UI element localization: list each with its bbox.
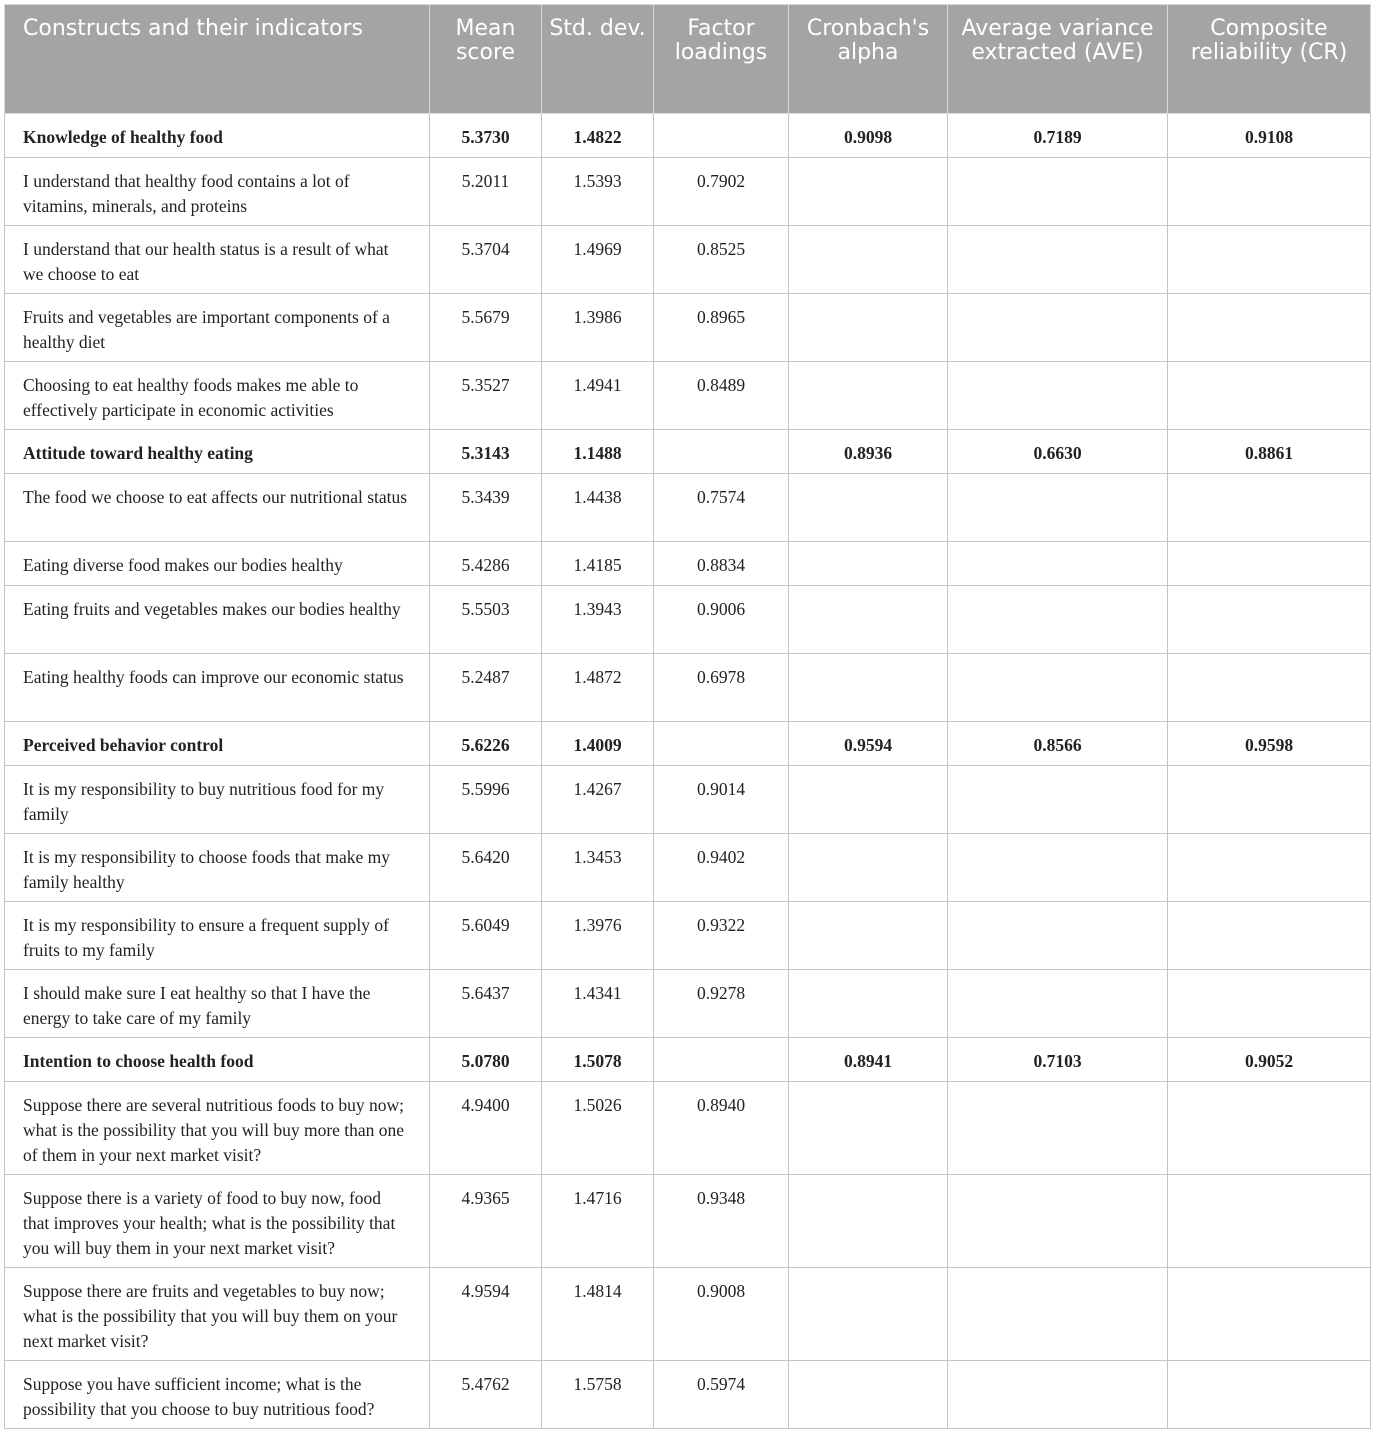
header-constructs: Constructs and their indicators [5,5,430,114]
sd-value: 1.4009 [542,722,654,766]
indicator-row [5,970,1371,1038]
indicator-row [5,294,1371,362]
loading-value: 0.8940 [654,1082,789,1175]
sd-value: 1.4941 [542,362,654,430]
sd-value: 1.4822 [542,114,654,158]
indicator-label: Eating fruits and vegetables makes our bodies healthy [5,586,430,654]
indicator-row [5,474,1371,542]
loading-value [654,1038,789,1082]
indicator-row [5,362,1371,430]
cr-value: 0.8861 [1168,430,1371,474]
indicator-row [5,1175,1371,1268]
sd-value: 1.4969 [542,226,654,294]
sd-value: 1.3986 [542,294,654,362]
mean-value: 5.6437 [430,970,542,1038]
loading-value: 0.8834 [654,542,789,586]
loading-value: 0.9006 [654,586,789,654]
mean-value: 4.9594 [430,1268,542,1361]
loading-value: 0.9008 [654,1268,789,1361]
mean-value: 5.3704 [430,226,542,294]
sd-value: 1.3453 [542,834,654,902]
alpha-value: 0.9594 [789,722,948,766]
loading-value: 0.9014 [654,766,789,834]
mean-value: 5.6226 [430,722,542,766]
sd-value: 1.4814 [542,1268,654,1361]
sd-value: 1.5393 [542,158,654,226]
indicator-row [5,542,1371,586]
loading-value: 0.8965 [654,294,789,362]
sd-value: 1.3976 [542,902,654,970]
loading-value: 0.8489 [654,362,789,430]
loading-value: 0.8525 [654,226,789,294]
header-std-dev: Std. dev. [542,5,654,114]
construct-row [5,114,1371,158]
ave-value: 0.6630 [948,430,1168,474]
construct-row [5,722,1371,766]
mean-value: 5.2487 [430,654,542,722]
header-cronbach-alpha: Cronbach's alpha [789,5,948,114]
indicator-label: Suppose there are fruits and vegetables to buy now; what is the possibility that you will buy them on your next market visit? [5,1268,430,1361]
indicator-row [5,226,1371,294]
header-cr: Composite reliability (CR) [1168,5,1371,114]
construct-label: Attitude toward healthy eating [5,430,430,474]
indicator-label: Suppose you have sufficient income; what is the possibility that you choose to buy nutritious food? [5,1361,430,1429]
indicator-row [5,834,1371,902]
sd-value: 1.4716 [542,1175,654,1268]
cr-value: 0.9108 [1168,114,1371,158]
indicator-label: Suppose there are several nutritious foods to buy now; what is the possibility that you will buy more than one of them in your next market visit? [5,1082,430,1175]
indicator-label: Eating diverse food makes our bodies healthy [5,542,430,586]
indicator-row [5,766,1371,834]
sd-value: 1.5758 [542,1361,654,1429]
sd-value: 1.4185 [542,542,654,586]
indicator-label: I should make sure I eat healthy so that I have the energy to take care of my family [5,970,430,1038]
cr-value: 0.9052 [1168,1038,1371,1082]
sd-value: 1.4341 [542,970,654,1038]
indicator-label: Eating healthy foods can improve our economic status [5,654,430,722]
indicator-label: Choosing to eat healthy foods makes me able to effectively participate in economic activities [5,362,430,430]
indicator-row [5,654,1371,722]
loading-value: 0.7574 [654,474,789,542]
indicator-label: Fruits and vegetables are important components of a healthy diet [5,294,430,362]
alpha-value: 0.8936 [789,430,948,474]
header-factor-loadings: Factor loadings [654,5,789,114]
mean-value: 4.9365 [430,1175,542,1268]
indicator-label: It is my responsibility to ensure a frequent supply of fruits to my family [5,902,430,970]
indicator-label: Suppose there is a variety of food to buy now, food that improves your health; what is the possibility that you will buy them in your next market visit? [5,1175,430,1268]
mean-value: 5.4762 [430,1361,542,1429]
loading-value [654,114,789,158]
reliability-table [4,4,1371,1429]
construct-label: Intention to choose health food [5,1038,430,1082]
alpha-value: 0.8941 [789,1038,948,1082]
mean-value: 5.4286 [430,542,542,586]
mean-value: 5.6049 [430,902,542,970]
alpha-value: 0.9098 [789,114,948,158]
sd-value: 1.1488 [542,430,654,474]
loading-value: 0.7902 [654,158,789,226]
loading-value: 0.9322 [654,902,789,970]
indicator-row [5,586,1371,654]
mean-value: 5.3143 [430,430,542,474]
mean-value: 5.3527 [430,362,542,430]
construct-row [5,430,1371,474]
indicator-row [5,158,1371,226]
mean-value: 4.9400 [430,1082,542,1175]
sd-value: 1.5078 [542,1038,654,1082]
mean-value: 5.5503 [430,586,542,654]
loading-value: 0.6978 [654,654,789,722]
construct-label: Perceived behavior control [5,722,430,766]
loading-value [654,430,789,474]
indicator-label: I understand that our health status is a result of what we choose to eat [5,226,430,294]
ave-value: 0.8566 [948,722,1168,766]
header-mean: Mean score [430,5,542,114]
construct-label: Knowledge of healthy food [5,114,430,158]
sd-value: 1.3943 [542,586,654,654]
ave-value: 0.7103 [948,1038,1168,1082]
indicator-row [5,1361,1371,1429]
cr-value: 0.9598 [1168,722,1371,766]
header-row [5,5,1371,114]
construct-row [5,1038,1371,1082]
sd-value: 1.4872 [542,654,654,722]
mean-value: 5.3439 [430,474,542,542]
loading-value: 0.9278 [654,970,789,1038]
indicator-label: It is my responsibility to choose foods that make my family healthy [5,834,430,902]
mean-value: 5.0780 [430,1038,542,1082]
loading-value [654,722,789,766]
header-ave: Average variance extracted (AVE) [948,5,1168,114]
sd-value: 1.4267 [542,766,654,834]
indicator-label: It is my responsibility to buy nutritious food for my family [5,766,430,834]
indicator-row [5,1082,1371,1175]
mean-value: 5.2011 [430,158,542,226]
mean-value: 5.5679 [430,294,542,362]
mean-value: 5.5996 [430,766,542,834]
indicator-row [5,902,1371,970]
sd-value: 1.4438 [542,474,654,542]
mean-value: 5.3730 [430,114,542,158]
loading-value: 0.9348 [654,1175,789,1268]
indicator-label: The food we choose to eat affects our nutritional status [5,474,430,542]
loading-value: 0.9402 [654,834,789,902]
indicator-row [5,1268,1371,1361]
indicator-label: I understand that healthy food contains a lot of vitamins, minerals, and proteins [5,158,430,226]
sd-value: 1.5026 [542,1082,654,1175]
mean-value: 5.6420 [430,834,542,902]
loading-value: 0.5974 [654,1361,789,1429]
ave-value: 0.7189 [948,114,1168,158]
